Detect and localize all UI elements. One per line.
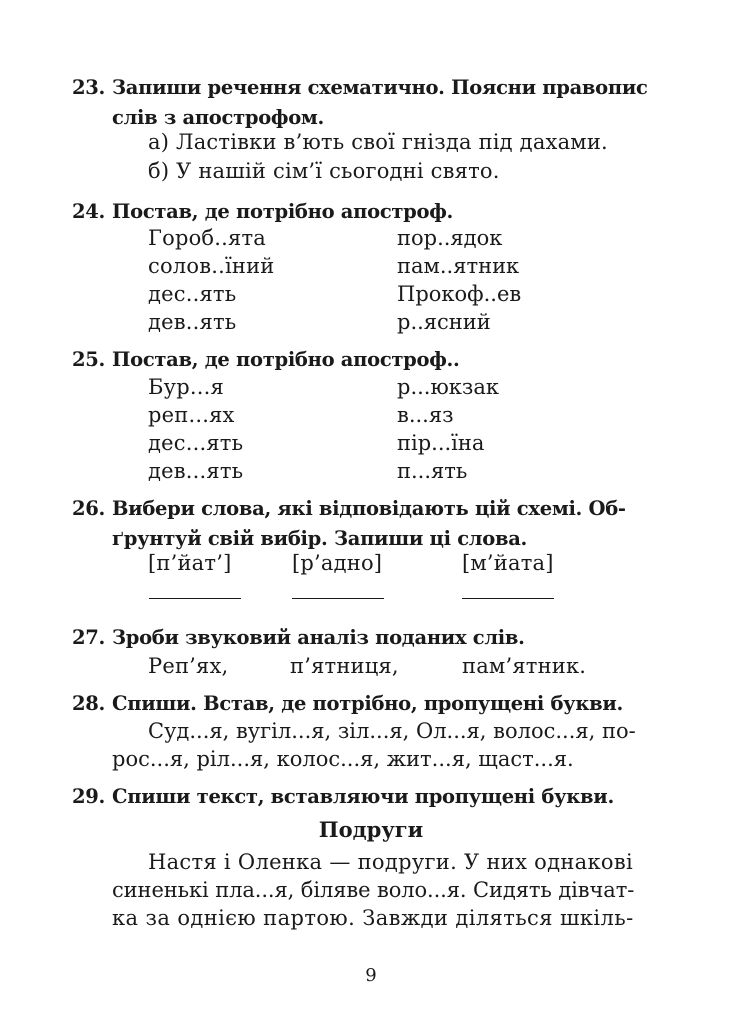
task-number: 28. <box>72 692 106 715</box>
task-heading-text: Постав, де потрібно апостроф. <box>112 200 453 223</box>
word-item: п...ять <box>397 459 468 483</box>
task-25-heading <box>72 345 662 375</box>
task-number: 26. <box>72 497 106 520</box>
task-heading-text: Спиши. Встав, де потрібно, пропущені букви. <box>112 692 624 715</box>
word-item: Бур...я <box>148 375 224 399</box>
word-item: дес..ять <box>148 282 237 306</box>
paragraph-line: ка за однією партою. Завжди діляться шкіль- <box>112 906 634 930</box>
task-number: 24. <box>72 200 106 223</box>
word-item: в...яз <box>397 403 454 427</box>
sentence-b: б) У нашій сім’ї сьогодні свято. <box>148 159 500 183</box>
task-heading-text: Постав, де потрібно апостроф.. <box>112 348 460 371</box>
word-item: реп...ях <box>148 403 235 427</box>
task-26-heading <box>72 494 662 554</box>
task-heading-continuation: слів з апострофом. <box>112 106 325 129</box>
text-title: Подруги <box>318 817 424 842</box>
word-item: солов..їний <box>148 254 275 278</box>
answer-blank <box>462 598 554 600</box>
word-item: Гороб..ята <box>148 226 267 250</box>
answer-blank <box>292 598 384 600</box>
task-27-heading <box>72 623 662 653</box>
task-23-heading <box>72 73 662 133</box>
exercise-line: Суд...я, вугіл...я, зіл...я, Ол...я, волос...я, по- <box>148 719 636 743</box>
task-heading-text: Запиши речення схематично. Поясни правопис <box>112 76 648 99</box>
answer-blank <box>149 598 241 600</box>
sentence-a: а) Ластівки в’ють свої гнізда під дахами. <box>148 130 608 154</box>
task-number: 29. <box>72 785 106 808</box>
word-item: р...юкзак <box>397 375 499 399</box>
task-heading-text: Зроби звуковий аналіз поданих слів. <box>112 626 525 649</box>
word-item: дев...ять <box>148 459 244 483</box>
analysis-word: п’ятниця, <box>290 654 399 678</box>
task-number: 25. <box>72 348 106 371</box>
word-item: пам..ятник <box>397 254 520 278</box>
task-heading-text: Спиши текст, вставляючи пропущені букви. <box>112 785 614 808</box>
word-item: Прокоф..ев <box>397 282 522 306</box>
sound-scheme: [м’йата] <box>462 551 554 575</box>
task-heading-continuation: ґрунтуй свій вибір. Запиши ці слова. <box>112 527 528 550</box>
analysis-word: пам’ятник. <box>462 654 587 678</box>
task-28-heading <box>72 689 662 719</box>
paragraph-line: Настя і Оленка — подруги. У них однакові <box>148 850 633 874</box>
sound-scheme: [р’адно] <box>292 551 383 575</box>
task-number: 27. <box>72 626 106 649</box>
exercise-line: рос...я, ріл...я, колос...я, жит...я, щаст...я. <box>112 747 574 771</box>
word-item: дес...ять <box>148 431 244 455</box>
paragraph-line: синенькі пла...я, біляве воло...я. Сидять дівчат- <box>112 878 635 902</box>
analysis-word: Реп’ях, <box>148 654 229 678</box>
task-29-heading <box>72 782 662 812</box>
page-number: 9 <box>365 965 377 986</box>
task-24-heading <box>72 197 662 227</box>
word-item: р..ясний <box>397 310 491 334</box>
word-item: пір...їна <box>397 431 485 455</box>
sound-scheme: [п’йат’] <box>148 551 232 575</box>
task-heading-text: Вибери слова, які відповідають цій схемі. Об- <box>112 497 626 520</box>
word-item: дев..ять <box>148 310 237 334</box>
task-number: 23. <box>72 76 106 99</box>
word-item: пор..ядок <box>397 226 503 250</box>
